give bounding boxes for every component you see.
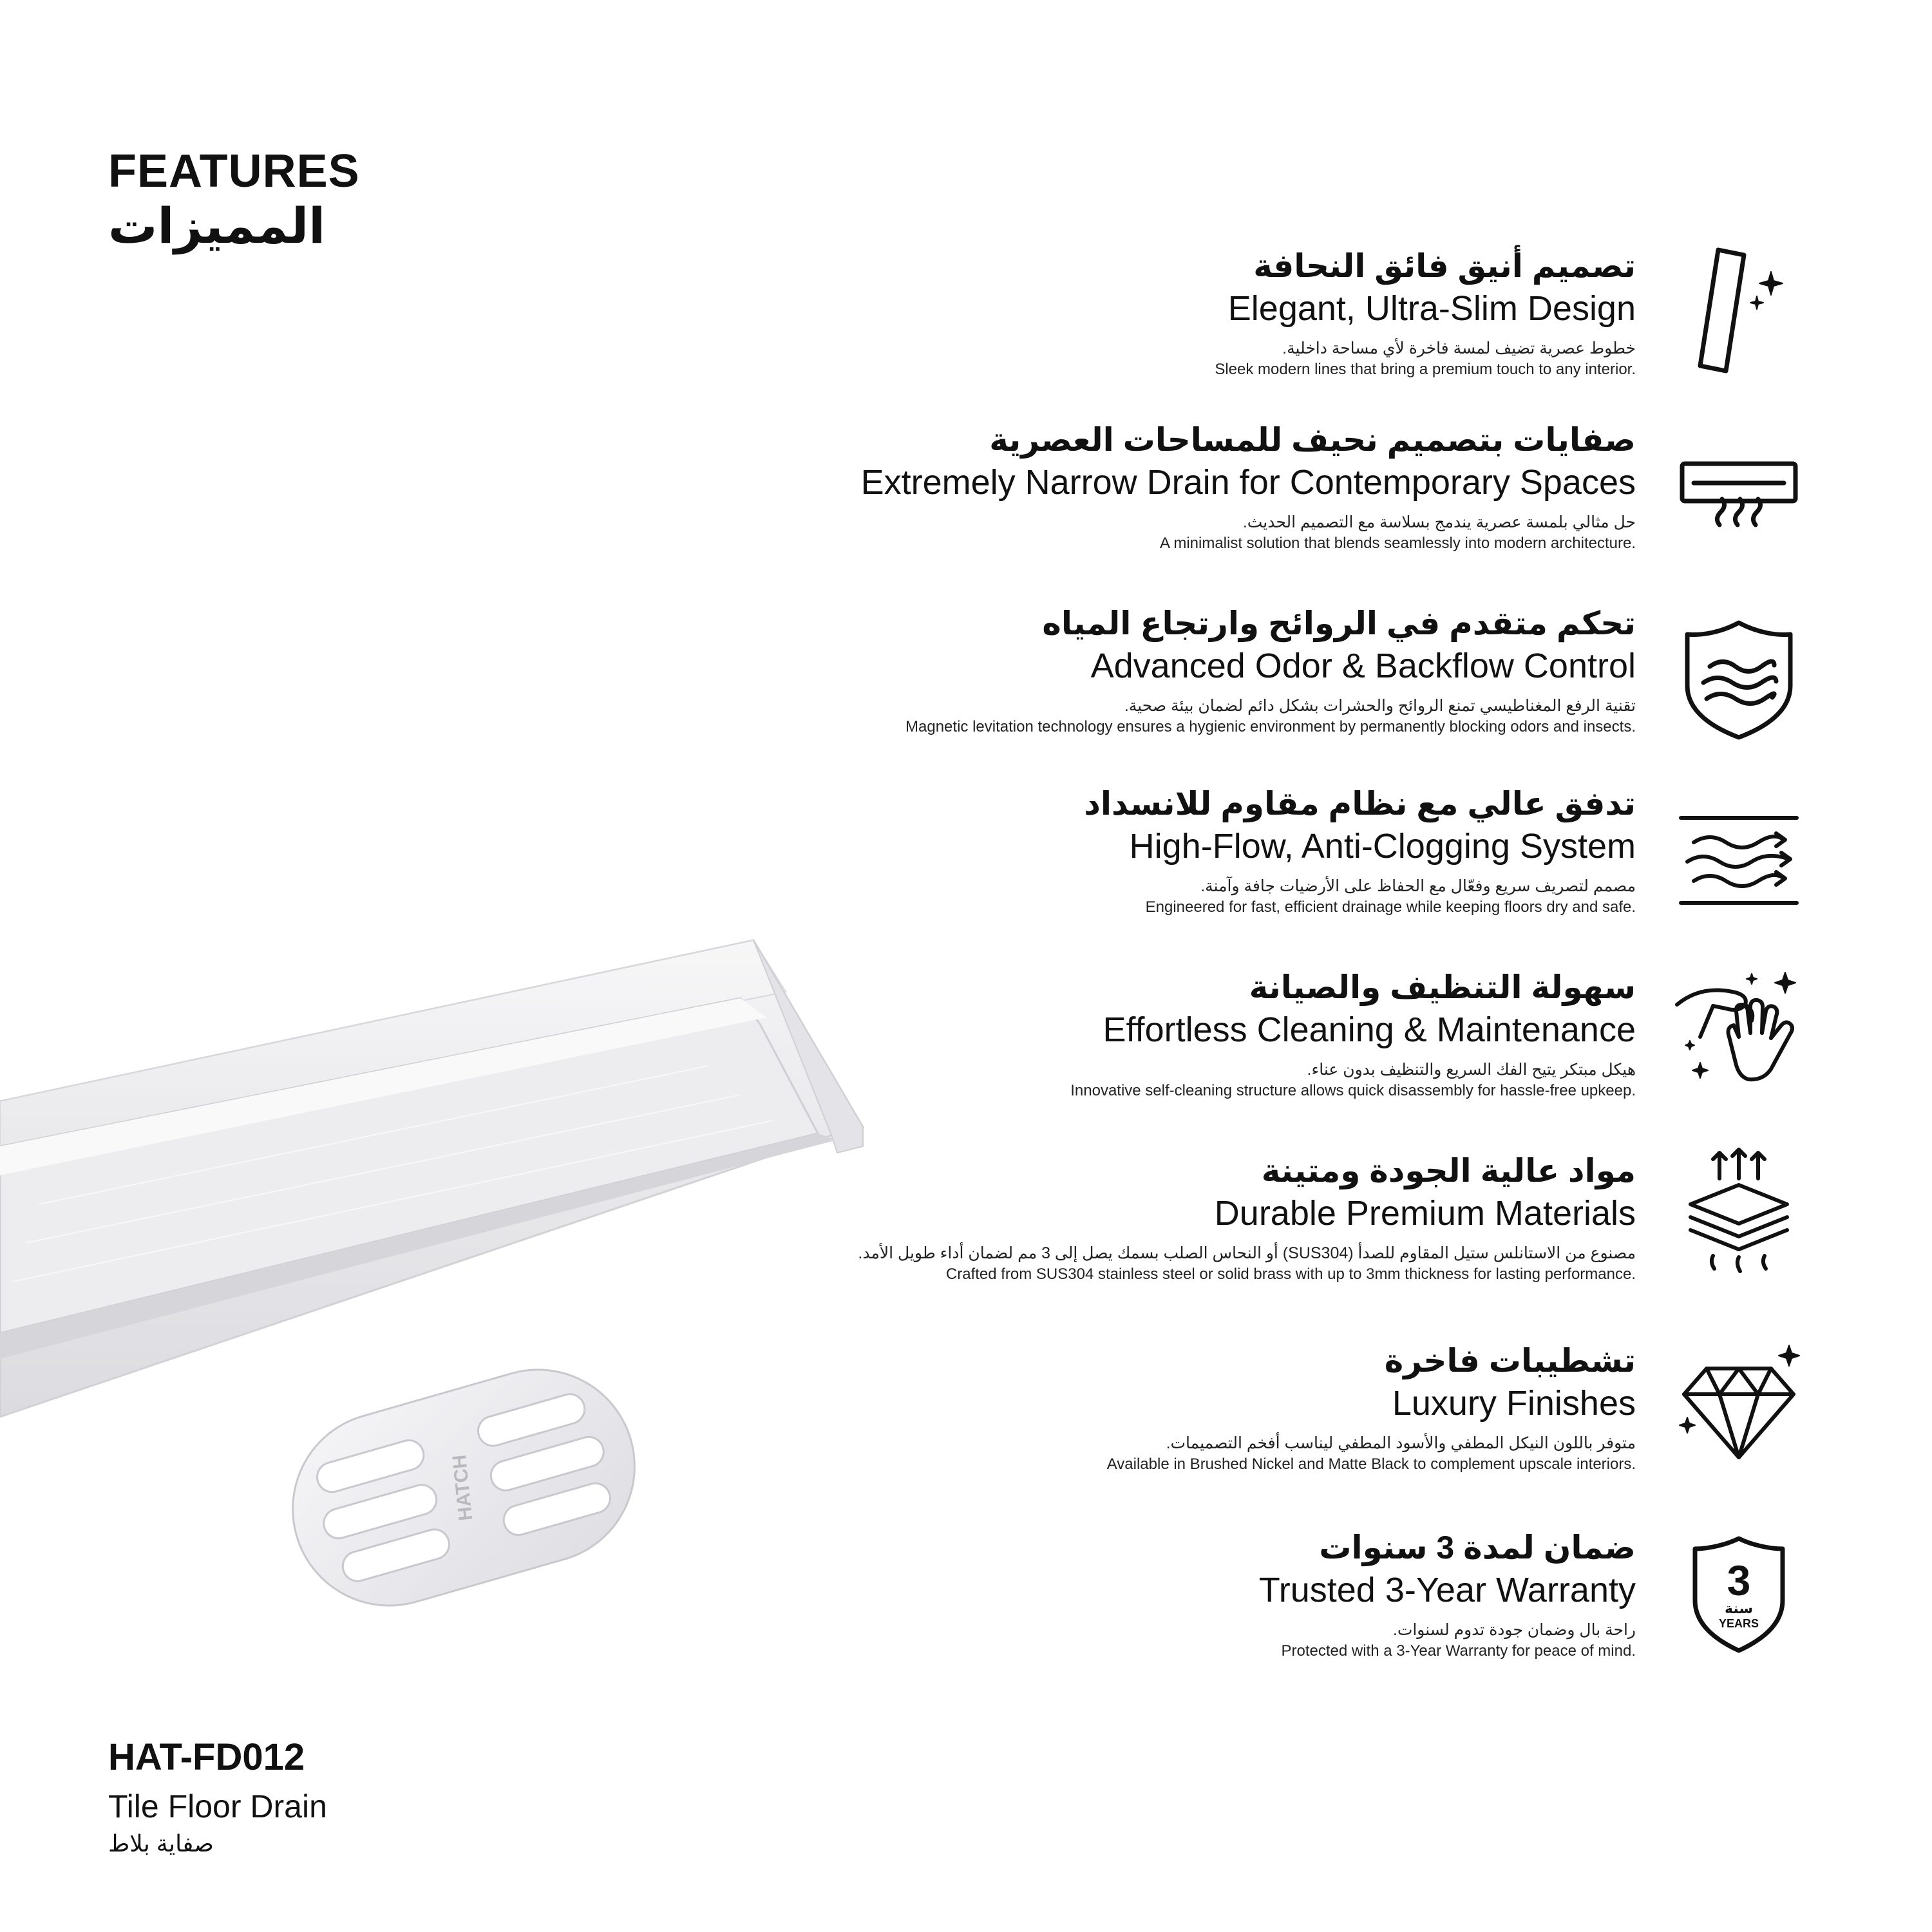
feature-desc-ar: متوفر باللون النيكل المطفي والأسود المطفي ليناسب أفخم التصميمات. [1166, 1434, 1636, 1453]
product-model: HAT-FD012 [108, 1736, 305, 1778]
feature-title-en: Extremely Narrow Drain for Contemporary Spaces [860, 462, 1636, 502]
feature-desc-en: Crafted from SUS304 stainless steel or solid brass with up to 3mm thickness for lasting performance. [945, 1265, 1636, 1283]
warranty-label-ar: سنة [1725, 1601, 1753, 1617]
feature-desc-ar: راحة بال وضمان جودة تدوم لسنوات. [1392, 1621, 1636, 1640]
feature-title-ar: تدفق عالي مع نظام مقاوم للانسداد [1084, 786, 1636, 822]
features-title-en: FEATURES [108, 146, 360, 197]
layers-durable-icon [1674, 1146, 1803, 1275]
strainer-plate [270, 1347, 658, 1628]
feature-title-en: Trusted 3-Year Warranty [1258, 1570, 1636, 1609]
feature-item [348, 422, 1636, 553]
feature-title-ar: تشطيبات فاخرة [1384, 1343, 1636, 1379]
feature-desc-en: A minimalist solution that blends seamlessly into modern architecture. [1159, 534, 1636, 552]
feature-item [348, 248, 1636, 379]
feature-desc-en: Sleek modern lines that bring a premium touch to any interior. [1215, 360, 1636, 378]
feature-desc-en: Protected with a 3-Year Warranty for peace of mind. [1281, 1642, 1636, 1660]
narrow-drain-icon [1674, 438, 1803, 567]
warranty-label-en: YEARS [1718, 1617, 1759, 1630]
feature-desc-en: Engineered for fast, efficient drainage while keeping floors dry and safe. [1145, 898, 1636, 916]
feature-title-ar: ضمان لمدة 3 سنوات [1319, 1530, 1636, 1566]
slim-bar-sparkle-icon [1674, 245, 1803, 374]
feature-desc-ar: خطوط عصرية تضيف لمسة فاخرة لأي مساحة داخلية. [1282, 339, 1636, 358]
warranty-number: 3 [1727, 1557, 1751, 1604]
feature-title-en: Durable Premium Materials [1214, 1193, 1636, 1233]
features-title-ar: المميزات [108, 199, 326, 254]
cleaning-hands-icon [1674, 966, 1803, 1095]
feature-title-en: High-Flow, Anti-Clogging System [1129, 826, 1636, 866]
feature-title-en: Elegant, Ultra-Slim Design [1227, 289, 1636, 328]
feature-title-en: Effortless Cleaning & Maintenance [1103, 1010, 1636, 1049]
hatch-logo: HATCH [448, 1454, 477, 1522]
product-name-ar: صفاية بلاط [108, 1830, 214, 1857]
feature-desc-en: Innovative self-cleaning structure allows quick disassembly for hassle-free upkeep. [1070, 1081, 1636, 1099]
feature-title-ar: سهولة التنظيف والصيانة [1249, 969, 1636, 1005]
feature-item [348, 786, 1636, 917]
feature-desc-en: Available in Brushed Nickel and Matte Black to complement upscale interiors. [1106, 1455, 1636, 1473]
feature-title-ar: تحكم متقدم في الروائح وارتجاع المياه [1042, 605, 1636, 641]
feature-title-ar: مواد عالية الجودة ومتينة [1261, 1153, 1636, 1189]
feature-title-en: Luxury Finishes [1392, 1383, 1636, 1423]
feature-title-ar: صفايات بتصميم نحيف للمساحات العصرية [989, 422, 1636, 458]
flow-arrows-icon [1674, 792, 1803, 921]
features-header [108, 146, 360, 254]
shield-waves-icon [1674, 615, 1803, 744]
warranty-shield-icon [1674, 1530, 1803, 1658]
feature-desc-en: Magnetic levitation technology ensures a hygienic environment by permanently blocking odors and insects. [905, 717, 1636, 735]
feature-desc-ar: مصمم لتصريف سريع وفعّال مع الحفاظ على الأرضيات جافة وآمنة. [1200, 877, 1636, 896]
product-footer [108, 1736, 327, 1857]
feature-title-ar: تصميم أنيق فائق النحافة [1253, 248, 1636, 284]
feature-desc-ar: تقنية الرفع المغناطيسي تمنع الروائح والحشرات بشكل دائم لضمان بيئة صحية. [1124, 697, 1636, 715]
feature-desc-ar: مصنوع من الاستانلس ستيل المقاوم للصدأ (SUS304) أو النحاس الصلب بسمك يصل إلى 3 مم لضمان أداء طويل الأمد. [858, 1244, 1636, 1263]
product-name-en: Tile Floor Drain [108, 1788, 327, 1824]
diamond-icon [1674, 1343, 1803, 1472]
product-image [0, 921, 876, 1655]
feature-title-en: Advanced Odor & Backflow Control [1090, 646, 1636, 685]
feature-desc-ar: هيكل مبتكر يتيح الفك السريع والتنظيف بدون عناء. [1307, 1061, 1636, 1079]
feature-desc-ar: حل مثالي بلمسة عصرية يندمج بسلاسة مع التصميم الحديث. [1242, 513, 1636, 532]
feature-item [348, 605, 1636, 737]
